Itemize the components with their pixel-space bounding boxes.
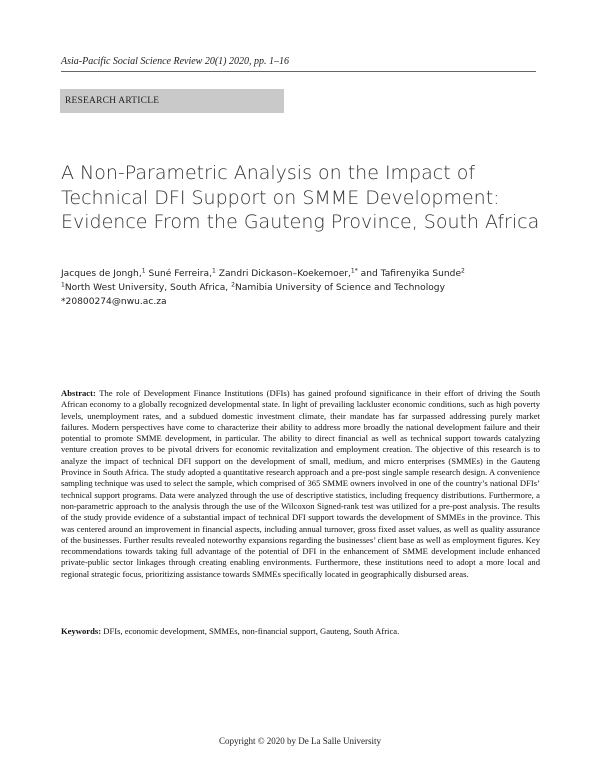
author-list (61, 267, 541, 281)
author-name: and Tafirenyika Sunde (360, 269, 462, 279)
abstract (61, 388, 540, 580)
abstract-text: The role of Development Finance Institutions (DFIs) has gained profound significance in their effort of driving the South African economy to a globally recognized developmental state. In light of prevailing lackluster economic conditions, such as high poverty levels, unemployment rates, and a subdued domestic investment climate, their mandate has far surpassed addressing purely market failures. Modern perspectives have come to characterize their ability to address more broadly the national development failure and their potential to promote SMME development, in particular. The ability to direct financial as well as technical support towards catalyzing venture creation proves to be pivotal drivers for economic revitalization and employment creation. The objective of this research is to analyze the impact of technical DFI support on the development of small, medium, and micro enterprises (SMMEs) in the Gauteng Province in South Africa. The study adopted a quantitative research approach and a pre-post single sample research design. A convenience sampling technique was used to select the sample, which comprised of 365 SMME owners involved in one of the country’s national DFIs’ technical support programs. Data were analyzed through the use of descriptive statistics, including frequency distributions. Furthermore, a non-parametric approach to the analysis through the use of the Wilcoxon Signed-rank test was utilized for a pre-post analysis. The results of the study provide evidence of a substantial impact of technical DFI support towards the development of SMMEs in the province. This was centered around an improvement in financial aspects, including annual turnover, gross fixed asset values, as well as quality assurance of the businesses. Further results revealed noteworthy expansions regarding the businesses’ client base as well as employment figures. Key recommendations towards taking full advantage of the potential of DFI in the enhancement of SMME development include enhanced private-public sector linkages through creating enabling environments. Furthermore, these institutions need to adopt a more local and regional strategic focus, prioritizing assistance towards SMMEs specifically located in geographically disbursed areas. (61, 388, 540, 579)
corresponding-email[interactable]: *20800274@nwu.ac.za (61, 297, 167, 307)
title-line: Evidence From the Gauteng Province, South Africa (61, 211, 540, 233)
abstract-label: Abstract: (61, 388, 96, 398)
affiliation: Namibia University of Science and Technology (234, 283, 445, 293)
keywords-label: Keywords: (61, 626, 102, 636)
affiliation: North West University, South Africa, (64, 283, 229, 293)
article-title (61, 161, 541, 235)
author-name: Zandri Dickason–Koekemoer, (218, 269, 351, 279)
title-line: Technical DFI Support on SMME Development: (61, 186, 500, 209)
keywords (61, 626, 540, 637)
copyright-footer (0, 735, 600, 747)
affiliation-list (61, 281, 541, 295)
author-affiliation-mark: 1 (141, 267, 146, 275)
journal-header (61, 55, 536, 72)
author-affiliation-mark: 1* (350, 267, 358, 275)
article-type-label: RESEARCH ARTICLE (65, 96, 160, 106)
keywords-text: DFIs, economic development, SMMEs, non-financial support, Gauteng, South Africa. (103, 626, 400, 636)
author-affiliation-mark: 1 (212, 267, 216, 275)
copyright-text: Copyright © 2020 by De La Salle University (218, 736, 382, 746)
author-name: Jacques de Jongh, (61, 269, 142, 279)
title-line: A Non-Parametric Analysis on the Impact of (61, 162, 476, 184)
author-info (61, 267, 541, 309)
author-name: Suné Ferreira, (148, 269, 213, 279)
affiliation-mark: 2 (231, 281, 235, 289)
journal-citation: Asia-Pacific Social Science Review 20(1) 2020, pp. 1–16 (61, 56, 289, 67)
article-type-banner (60, 89, 284, 113)
author-affiliation-mark: 2 (461, 267, 465, 275)
affiliation-mark: 1 (61, 281, 65, 289)
